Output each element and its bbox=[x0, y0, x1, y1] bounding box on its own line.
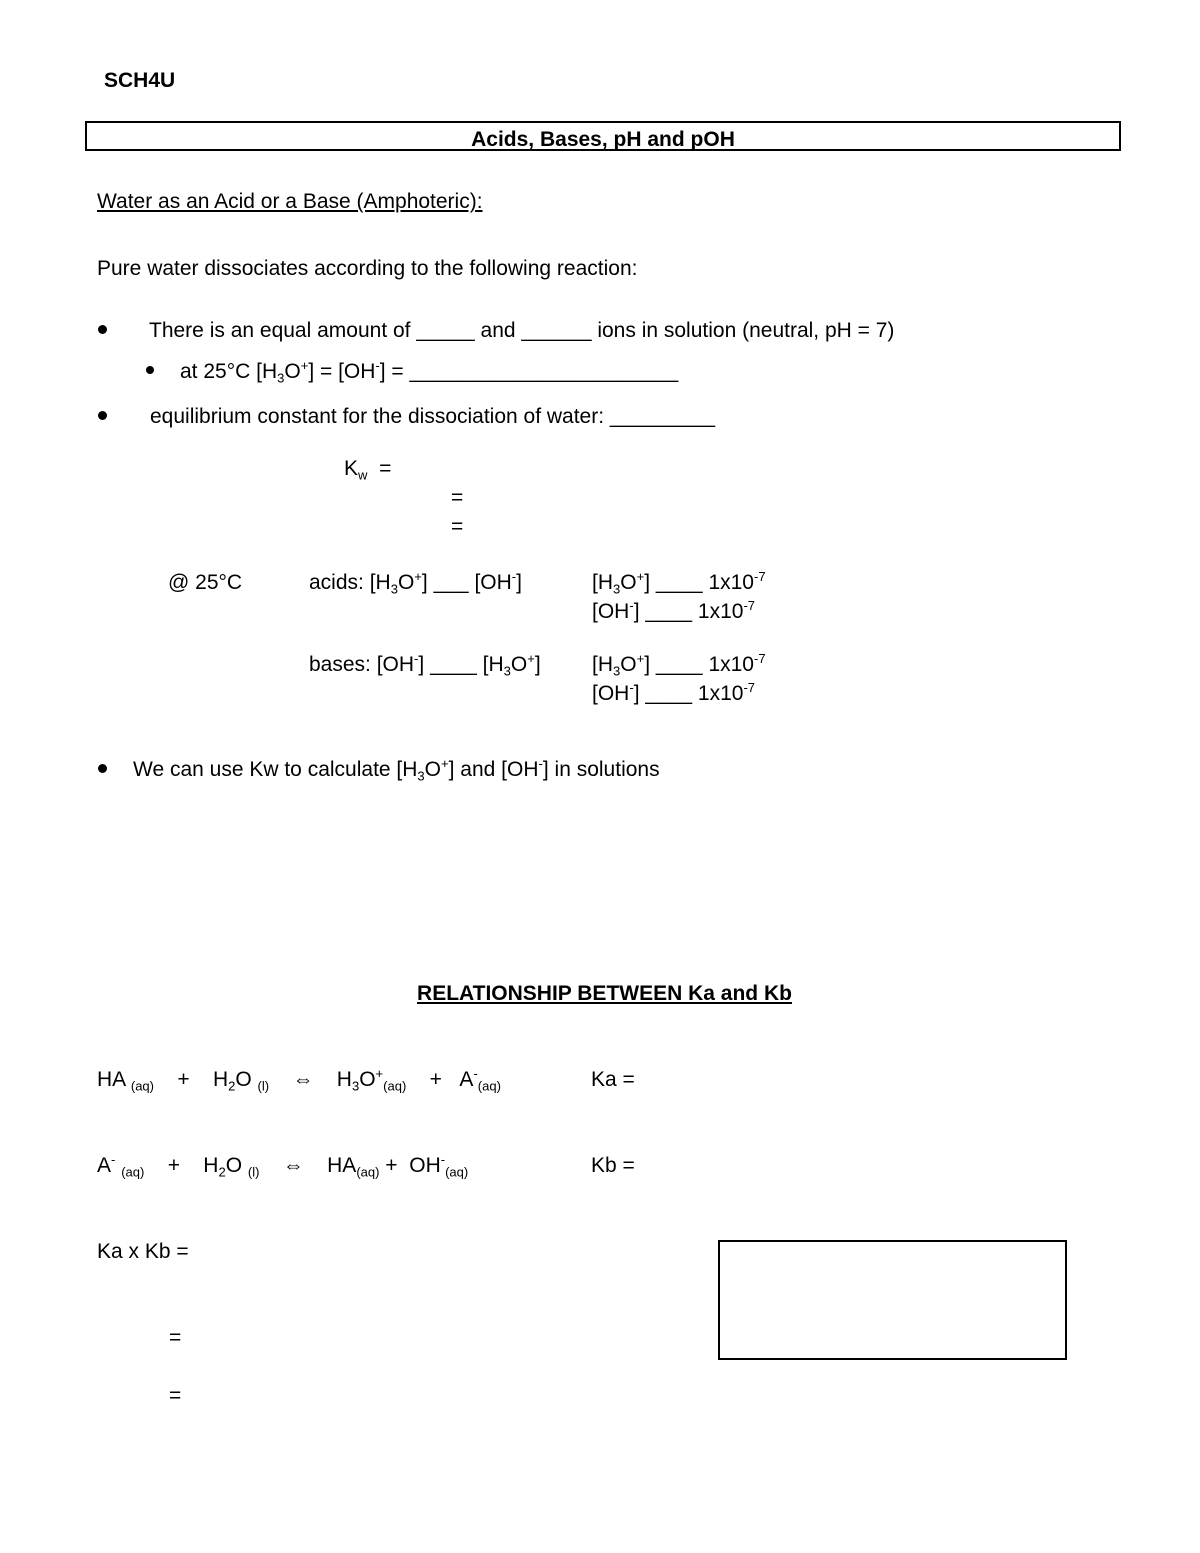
ka-label: Ka = bbox=[591, 1068, 635, 1091]
section-heading-ka-kb: RELATIONSHIP BETWEEN Ka and Kb bbox=[417, 982, 792, 1005]
bullet-equal-ions: There is an equal amount of _____ and ______ ions in solution (neutral, pH = 7) bbox=[149, 319, 895, 342]
bases-relation: bases: [OH-] ____ $[H_3O^+]$ bbox=[309, 651, 541, 679]
ka-kb-equals-3: = bbox=[169, 1384, 182, 1407]
base-dissociation-equation: A- $_{(aq)}$ + $H_2O$ $_{(l)}$ ⇔ $HA_{(aq)} + OH^-_{(aq)}$ bbox=[97, 1152, 469, 1180]
kb-label: Kb = bbox=[591, 1154, 635, 1177]
intro-text: Pure water dissociates according to the following reaction: bbox=[97, 257, 638, 280]
page-title: Acids, Bases, pH and pOH bbox=[471, 128, 735, 151]
kw-equals-2: = bbox=[451, 486, 464, 509]
bullet-dot bbox=[146, 366, 154, 374]
bullet-equilibrium-constant: equilibrium constant for the dissociation of water: _________ bbox=[150, 405, 716, 428]
bullet-dot bbox=[98, 325, 107, 334]
bases-oh-compare: [OH-] ____ $1x10^{-7}$ bbox=[592, 680, 756, 705]
temperature-label: @ 25°C bbox=[168, 571, 243, 594]
ka-kb-equals-2: = bbox=[169, 1326, 182, 1349]
bullet-dot bbox=[98, 411, 107, 420]
kw-equals-3: = bbox=[451, 515, 464, 538]
bases-h3o-compare: $[H_3O^+]$ ____ $1x10^{-7}$ bbox=[592, 651, 766, 679]
section-heading-water: Water as an Acid or a Base (Amphoteric): bbox=[97, 190, 483, 213]
ka-kb-product: Ka x Kb = bbox=[97, 1240, 189, 1263]
acids-h3o-compare: $[H_3O^+]$ ____ $1x10^{-7}$ bbox=[592, 569, 766, 597]
bullet-25c-concentration: at 25°C $[H_3O^+] = [OH^-]$ = _______________________ bbox=[180, 358, 679, 386]
bullet-kw-usage: We can use Kw to calculate $[H_3O^+]$ and [OH-] in solutions bbox=[133, 756, 660, 784]
course-code: SCH4U bbox=[104, 69, 176, 92]
kw-expression: $K_w$ = bbox=[344, 457, 392, 483]
bullet-dot bbox=[98, 764, 107, 773]
title-box bbox=[85, 121, 1121, 151]
acid-dissociation-equation: HA $_{(aq)}$ + $H_2O$ $_{(l)}$ ⇔ $H_3O^+_{(aq)}$ + $A^-_{(aq)}$ bbox=[97, 1066, 501, 1094]
acids-relation: acids: $[H_3O^+]$ ___ [OH-] bbox=[309, 569, 522, 597]
acids-oh-compare: [OH-] ____ $1x10^{-7}$ bbox=[592, 598, 756, 623]
answer-box bbox=[718, 1240, 1067, 1360]
